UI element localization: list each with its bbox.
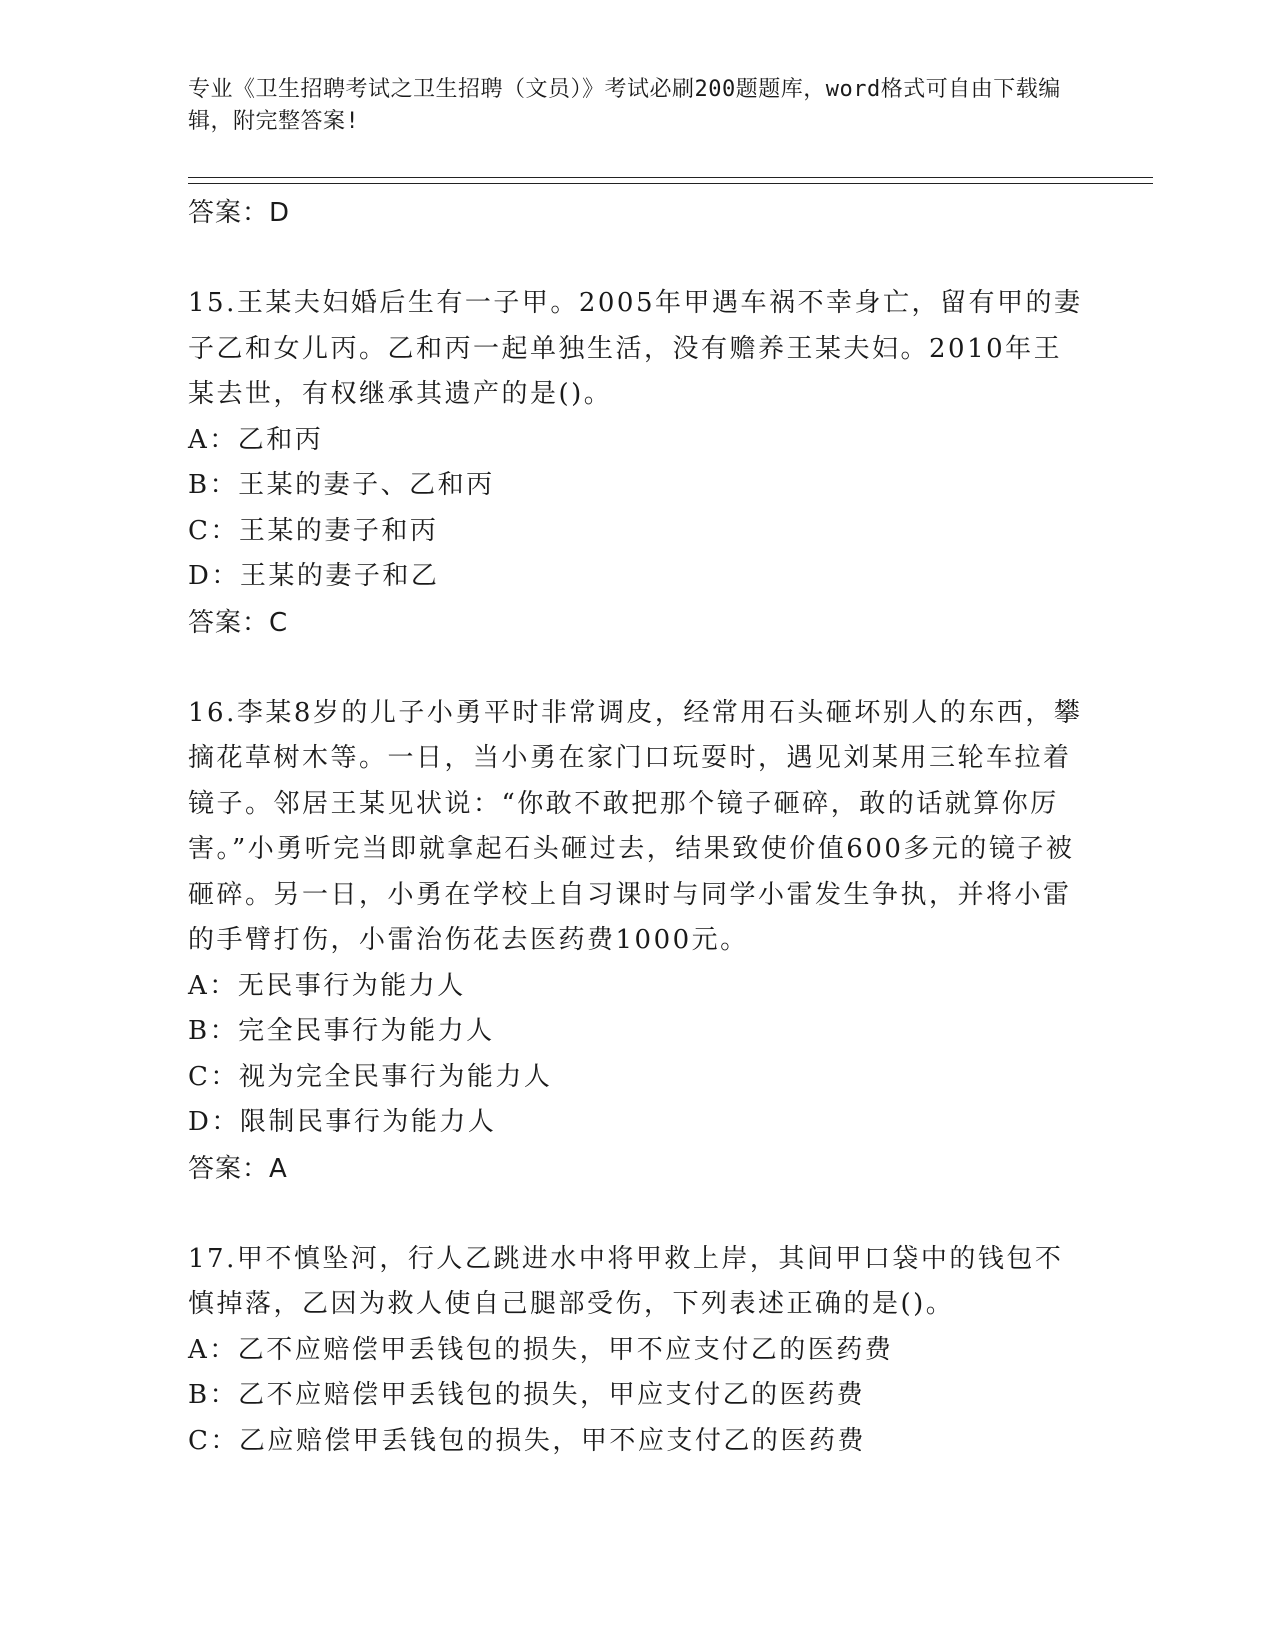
page-header-title: 专业《卫生招聘考试之卫生招聘（文员）》考试必刷200题题库，word格式可自由下载编辑，附完整答案!: [188, 77, 1061, 134]
header-divider-top: [188, 177, 1153, 178]
spacer: [188, 236, 1088, 281]
option-c: C：视为完全民事行为能力人: [188, 1061, 553, 1092]
option-d: D：王某的妻子和乙: [188, 561, 440, 591]
question-item: [188, 281, 1088, 646]
option-b: B：乙不应赔偿甲丢钱包的损失，甲应支付乙的医药费: [188, 1380, 866, 1410]
question-text: 15.王某夫妇婚后生有一子甲。2005年甲遇车祸不幸身亡，留有甲的妻子乙和女儿丙。乙和丙一起单独生活，没有赡养王某夫妇。2010年王某去世，有权继承其遗产的是()。: [188, 288, 1083, 409]
header-divider-bottom: [188, 183, 1153, 184]
answer-label: 答案：C: [188, 607, 289, 638]
spacer: [188, 646, 1088, 691]
option-c: C：乙应赔偿甲丢钱包的损失，甲不应支付乙的医药费: [188, 1425, 866, 1456]
question-text: 16.李某8岁的儿子小勇平时非常调皮，经常用石头砸坏别人的东西，攀摘花草树木等。一日，当小勇在家门口玩耍时，遇见刘某用三轮车拉着镜子。邻居王某见状说：“你敢不敢把那个镜子砸碎，敢的话就算你厉害。”小勇听完当即就拿起石头砸过去，结果致使价值600多元的镜子被砸碎。另一日，小勇在学校上自习课时与同学小雷发生争执，并将小雷的手臂打伤，小雷治伤花去医药费1000元。: [188, 697, 1083, 955]
option-c: C：王某的妻子和丙: [188, 515, 439, 546]
option-b: B：完全民事行为能力人: [188, 1016, 495, 1046]
option-d: D：限制民事行为能力人: [188, 1107, 497, 1137]
question-item: [188, 1237, 1088, 1465]
answer-label: 答案：D: [188, 198, 291, 228]
answer-label: 答案：A: [188, 1153, 288, 1184]
option-a: A：乙不应赔偿甲丢钱包的损失，甲不应支付乙的医药费: [188, 1334, 894, 1365]
question-text: 17.甲不慎坠河，行人乙跳进水中将甲救上岸，其间甲口袋中的钱包不慎掉落，乙因为救人使自己腿部受伤，下列表述正确的是()。: [188, 1243, 1064, 1319]
spacer: [188, 1192, 1088, 1237]
option-a: A：无民事行为能力人: [188, 970, 466, 1001]
question-item: [188, 691, 1088, 1192]
option-b: B：王某的妻子、乙和丙: [188, 470, 495, 500]
question-content: [188, 190, 1088, 1464]
option-a: A：乙和丙: [188, 424, 324, 455]
